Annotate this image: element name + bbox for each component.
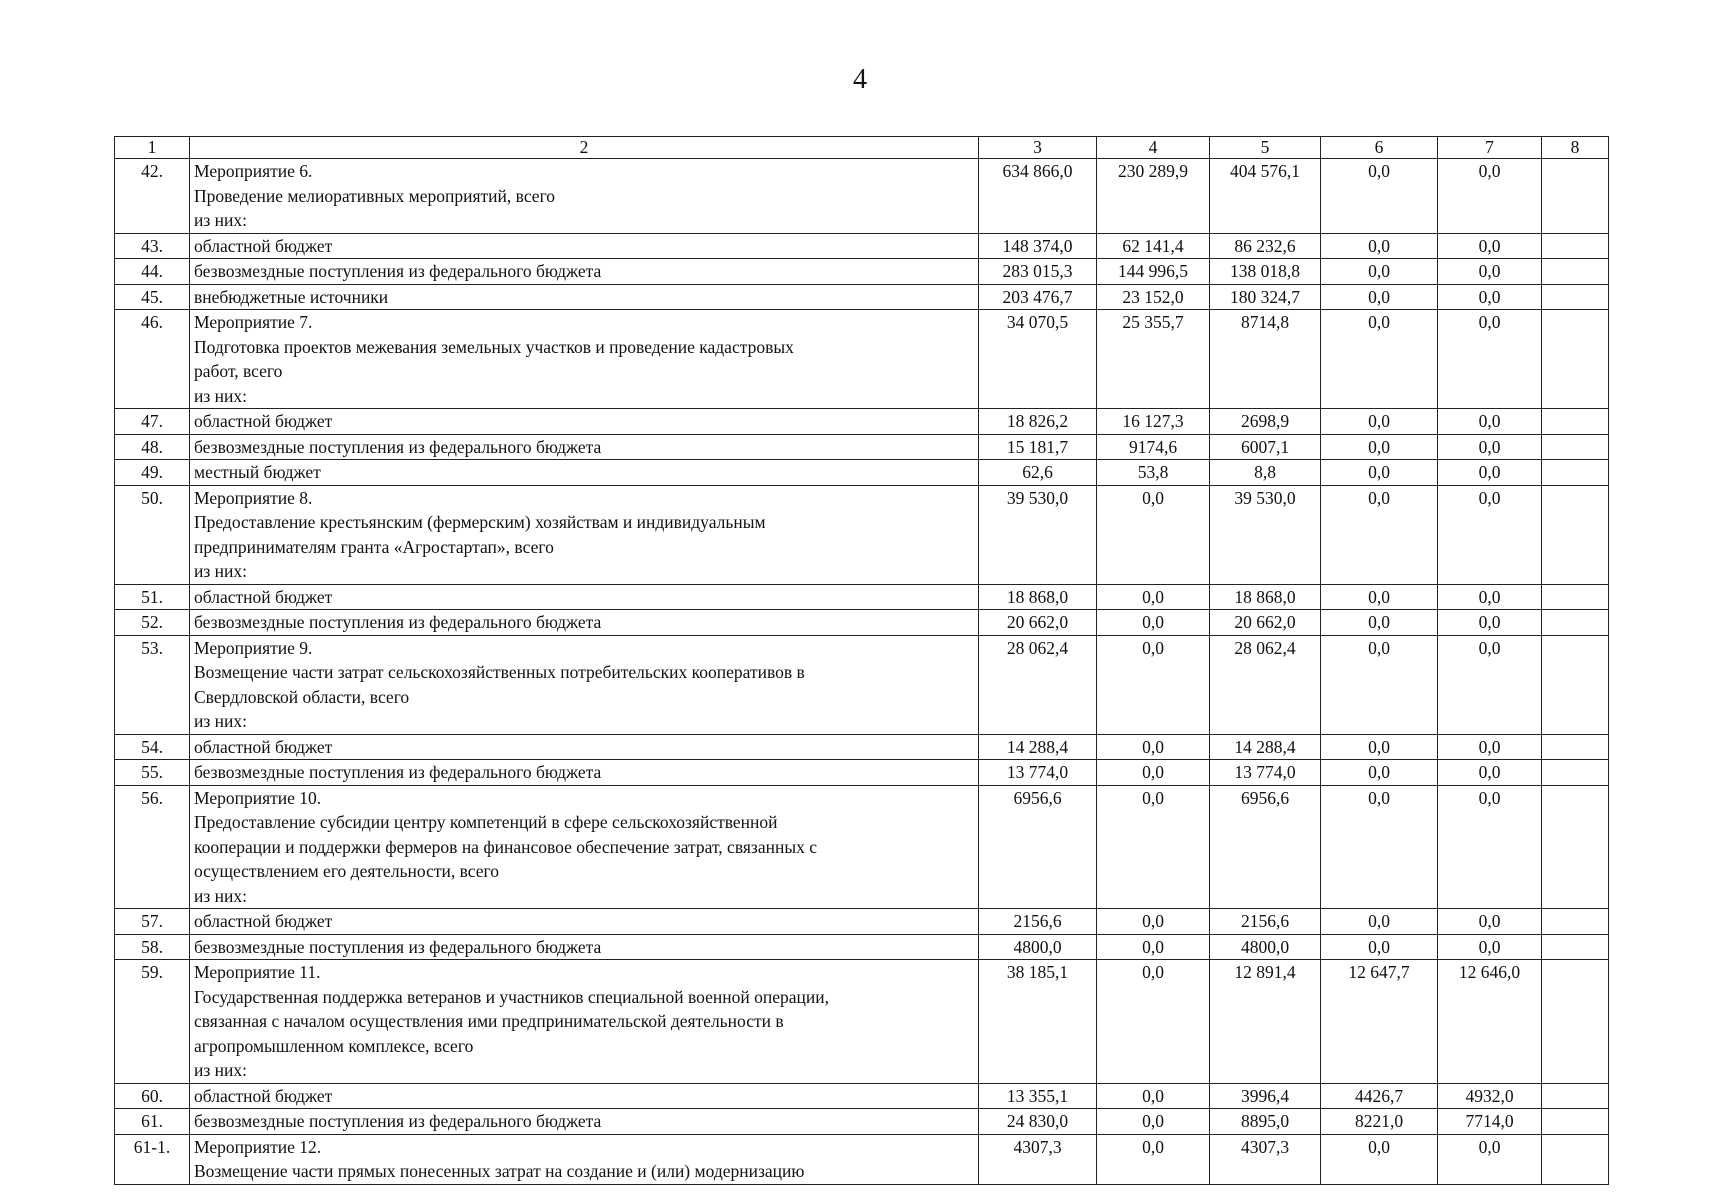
cell-col-5: 8895,0 <box>1210 1109 1321 1135</box>
cell-col-6: 0,0 <box>1321 584 1438 610</box>
cell-col-3: 20 662,0 <box>979 610 1097 636</box>
column-header: 1 <box>115 137 190 159</box>
row-description: областной бюджет <box>190 233 979 259</box>
cell-col-8 <box>1542 610 1609 636</box>
cell-col-6: 4426,7 <box>1321 1083 1438 1109</box>
cell-col-4: 0,0 <box>1097 960 1210 1084</box>
table-row <box>115 259 1609 285</box>
row-number: 42. <box>115 159 190 234</box>
cell-col-6: 0,0 <box>1321 159 1438 234</box>
cell-col-3: 34 070,5 <box>979 310 1097 409</box>
cell-col-3: 14 288,4 <box>979 734 1097 760</box>
table-row <box>115 1109 1609 1135</box>
cell-col-7: 0,0 <box>1438 584 1542 610</box>
cell-col-5: 4307,3 <box>1210 1134 1321 1184</box>
row-number: 52. <box>115 610 190 636</box>
cell-col-6: 0,0 <box>1321 909 1438 935</box>
column-header: 6 <box>1321 137 1438 159</box>
row-number: 50. <box>115 485 190 584</box>
cell-col-3: 18 868,0 <box>979 584 1097 610</box>
cell-col-4: 0,0 <box>1097 760 1210 786</box>
cell-col-4: 0,0 <box>1097 610 1210 636</box>
cell-col-8 <box>1542 434 1609 460</box>
cell-col-4: 16 127,3 <box>1097 409 1210 435</box>
table-row <box>115 960 1609 1084</box>
row-description: Мероприятие 7. Подготовка проектов межевания земельных участков и проведение кадастровых работ, всего из них: <box>190 310 979 409</box>
cell-col-5: 138 018,8 <box>1210 259 1321 285</box>
cell-col-3: 4307,3 <box>979 1134 1097 1184</box>
cell-col-6: 0,0 <box>1321 460 1438 486</box>
cell-col-7: 0,0 <box>1438 259 1542 285</box>
table-row <box>115 233 1609 259</box>
cell-col-3: 283 015,3 <box>979 259 1097 285</box>
column-header: 5 <box>1210 137 1321 159</box>
cell-col-3: 38 185,1 <box>979 960 1097 1084</box>
row-description: Мероприятие 11. Государственная поддержка ветеранов и участников специальной военной операции, связанная с началом осуществления ими предпринимательской деятельности в агропромышленном комплексе, всего из них: <box>190 960 979 1084</box>
row-description: местный бюджет <box>190 460 979 486</box>
cell-col-5: 14 288,4 <box>1210 734 1321 760</box>
table-row <box>115 434 1609 460</box>
table-row <box>115 934 1609 960</box>
cell-col-8 <box>1542 159 1609 234</box>
row-description: Мероприятие 12. Возмещение части прямых понесенных затрат на создание и (или) модернизацию <box>190 1134 979 1184</box>
cell-col-4: 0,0 <box>1097 785 1210 909</box>
cell-col-4: 0,0 <box>1097 635 1210 734</box>
cell-col-6: 0,0 <box>1321 760 1438 786</box>
cell-col-3: 39 530,0 <box>979 485 1097 584</box>
cell-col-5: 3996,4 <box>1210 1083 1321 1109</box>
table-header-row <box>115 137 1609 159</box>
cell-col-6: 0,0 <box>1321 934 1438 960</box>
row-description: областной бюджет <box>190 409 979 435</box>
row-description: безвозмездные поступления из федерального бюджета <box>190 259 979 285</box>
row-number: 48. <box>115 434 190 460</box>
table-row <box>115 159 1609 234</box>
cell-col-6: 0,0 <box>1321 233 1438 259</box>
column-header: 7 <box>1438 137 1542 159</box>
cell-col-5: 4800,0 <box>1210 934 1321 960</box>
cell-col-4: 0,0 <box>1097 934 1210 960</box>
cell-col-3: 13 355,1 <box>979 1083 1097 1109</box>
row-description: безвозмездные поступления из федерального бюджета <box>190 934 979 960</box>
cell-col-3: 148 374,0 <box>979 233 1097 259</box>
cell-col-5: 39 530,0 <box>1210 485 1321 584</box>
cell-col-7: 0,0 <box>1438 934 1542 960</box>
cell-col-8 <box>1542 460 1609 486</box>
cell-col-8 <box>1542 584 1609 610</box>
cell-col-7: 4932,0 <box>1438 1083 1542 1109</box>
cell-col-3: 15 181,7 <box>979 434 1097 460</box>
cell-col-3: 24 830,0 <box>979 1109 1097 1135</box>
cell-col-5: 8714,8 <box>1210 310 1321 409</box>
column-header: 2 <box>190 137 979 159</box>
cell-col-3: 28 062,4 <box>979 635 1097 734</box>
cell-col-6: 0,0 <box>1321 785 1438 909</box>
cell-col-8 <box>1542 785 1609 909</box>
table-row <box>115 734 1609 760</box>
row-description: безвозмездные поступления из федерального бюджета <box>190 1109 979 1135</box>
row-number: 53. <box>115 635 190 734</box>
table-row <box>115 635 1609 734</box>
cell-col-5: 20 662,0 <box>1210 610 1321 636</box>
cell-col-6: 8221,0 <box>1321 1109 1438 1135</box>
cell-col-5: 28 062,4 <box>1210 635 1321 734</box>
cell-col-6: 0,0 <box>1321 485 1438 584</box>
cell-col-4: 25 355,7 <box>1097 310 1210 409</box>
cell-col-5: 404 576,1 <box>1210 159 1321 234</box>
column-header: 8 <box>1542 137 1609 159</box>
row-description: Мероприятие 8. Предоставление крестьянским (фермерским) хозяйствам и индивидуальным предпринимателям гранта «Агростартап», всего из них: <box>190 485 979 584</box>
cell-col-3: 634 866,0 <box>979 159 1097 234</box>
cell-col-4: 62 141,4 <box>1097 233 1210 259</box>
table-row <box>115 610 1609 636</box>
row-number: 45. <box>115 284 190 310</box>
row-number: 56. <box>115 785 190 909</box>
cell-col-6: 0,0 <box>1321 409 1438 435</box>
cell-col-6: 0,0 <box>1321 734 1438 760</box>
cell-col-5: 18 868,0 <box>1210 584 1321 610</box>
cell-col-6: 0,0 <box>1321 1134 1438 1184</box>
table-row <box>115 485 1609 584</box>
cell-col-5: 6956,6 <box>1210 785 1321 909</box>
cell-col-4: 230 289,9 <box>1097 159 1210 234</box>
cell-col-8 <box>1542 734 1609 760</box>
row-description: безвозмездные поступления из федерального бюджета <box>190 610 979 636</box>
table-row <box>115 409 1609 435</box>
row-number: 57. <box>115 909 190 935</box>
cell-col-6: 12 647,7 <box>1321 960 1438 1084</box>
cell-col-8 <box>1542 409 1609 435</box>
table-row <box>115 584 1609 610</box>
row-number: 44. <box>115 259 190 285</box>
cell-col-6: 0,0 <box>1321 635 1438 734</box>
cell-col-7: 0,0 <box>1438 909 1542 935</box>
column-header: 3 <box>979 137 1097 159</box>
row-description: областной бюджет <box>190 909 979 935</box>
table-row <box>115 1083 1609 1109</box>
cell-col-8 <box>1542 960 1609 1084</box>
cell-col-3: 4800,0 <box>979 934 1097 960</box>
row-number: 54. <box>115 734 190 760</box>
column-header: 4 <box>1097 137 1210 159</box>
row-description: безвозмездные поступления из федерального бюджета <box>190 760 979 786</box>
cell-col-7: 0,0 <box>1438 284 1542 310</box>
cell-col-8 <box>1542 1109 1609 1135</box>
cell-col-7: 0,0 <box>1438 310 1542 409</box>
cell-col-6: 0,0 <box>1321 284 1438 310</box>
cell-col-7: 0,0 <box>1438 460 1542 486</box>
table-row <box>115 460 1609 486</box>
cell-col-7: 0,0 <box>1438 610 1542 636</box>
cell-col-6: 0,0 <box>1321 310 1438 409</box>
row-number: 55. <box>115 760 190 786</box>
cell-col-5: 13 774,0 <box>1210 760 1321 786</box>
table-row <box>115 1134 1609 1184</box>
cell-col-3: 18 826,2 <box>979 409 1097 435</box>
cell-col-7: 0,0 <box>1438 1134 1542 1184</box>
table-row <box>115 785 1609 909</box>
row-description: Мероприятие 6. Проведение мелиоративных мероприятий, всего из них: <box>190 159 979 234</box>
row-number: 61. <box>115 1109 190 1135</box>
cell-col-7: 0,0 <box>1438 485 1542 584</box>
cell-col-8 <box>1542 760 1609 786</box>
cell-col-6: 0,0 <box>1321 259 1438 285</box>
cell-col-5: 180 324,7 <box>1210 284 1321 310</box>
table-row <box>115 310 1609 409</box>
cell-col-3: 62,6 <box>979 460 1097 486</box>
cell-col-7: 0,0 <box>1438 409 1542 435</box>
cell-col-5: 2698,9 <box>1210 409 1321 435</box>
cell-col-7: 0,0 <box>1438 233 1542 259</box>
cell-col-5: 6007,1 <box>1210 434 1321 460</box>
cell-col-4: 0,0 <box>1097 584 1210 610</box>
table-row <box>115 760 1609 786</box>
cell-col-7: 0,0 <box>1438 434 1542 460</box>
row-number: 59. <box>115 960 190 1084</box>
cell-col-4: 0,0 <box>1097 909 1210 935</box>
cell-col-4: 53,8 <box>1097 460 1210 486</box>
cell-col-7: 0,0 <box>1438 760 1542 786</box>
cell-col-4: 0,0 <box>1097 1083 1210 1109</box>
row-number: 49. <box>115 460 190 486</box>
cell-col-5: 8,8 <box>1210 460 1321 486</box>
cell-col-7: 12 646,0 <box>1438 960 1542 1084</box>
cell-col-4: 0,0 <box>1097 734 1210 760</box>
row-description: Мероприятие 9. Возмещение части затрат сельскохозяйственных потребительских кооперативов в Свердловской области, всего из них: <box>190 635 979 734</box>
cell-col-8 <box>1542 1083 1609 1109</box>
cell-col-6: 0,0 <box>1321 610 1438 636</box>
cell-col-5: 2156,6 <box>1210 909 1321 935</box>
cell-col-5: 86 232,6 <box>1210 233 1321 259</box>
cell-col-4: 0,0 <box>1097 1109 1210 1135</box>
cell-col-6: 0,0 <box>1321 434 1438 460</box>
table-row <box>115 284 1609 310</box>
row-description: безвозмездные поступления из федерального бюджета <box>190 434 979 460</box>
cell-col-3: 2156,6 <box>979 909 1097 935</box>
cell-col-8 <box>1542 934 1609 960</box>
cell-col-8 <box>1542 485 1609 584</box>
cell-col-7: 0,0 <box>1438 635 1542 734</box>
row-description: областной бюджет <box>190 584 979 610</box>
cell-col-3: 6956,6 <box>979 785 1097 909</box>
cell-col-8 <box>1542 909 1609 935</box>
row-number: 58. <box>115 934 190 960</box>
cell-col-4: 23 152,0 <box>1097 284 1210 310</box>
table-row <box>115 909 1609 935</box>
row-description: внебюджетные источники <box>190 284 979 310</box>
cell-col-3: 203 476,7 <box>979 284 1097 310</box>
row-description: областной бюджет <box>190 734 979 760</box>
cell-col-4: 0,0 <box>1097 485 1210 584</box>
row-number: 61-1. <box>115 1134 190 1184</box>
cell-col-7: 0,0 <box>1438 785 1542 909</box>
page-number: 4 <box>853 64 867 95</box>
row-number: 43. <box>115 233 190 259</box>
cell-col-8 <box>1542 635 1609 734</box>
cell-col-8 <box>1542 233 1609 259</box>
cell-col-8 <box>1542 1134 1609 1184</box>
budget-table <box>114 136 1609 1185</box>
row-number: 51. <box>115 584 190 610</box>
cell-col-5: 12 891,4 <box>1210 960 1321 1084</box>
cell-col-8 <box>1542 259 1609 285</box>
cell-col-8 <box>1542 310 1609 409</box>
cell-col-4: 9174,6 <box>1097 434 1210 460</box>
cell-col-4: 0,0 <box>1097 1134 1210 1184</box>
cell-col-7: 0,0 <box>1438 734 1542 760</box>
row-description: областной бюджет <box>190 1083 979 1109</box>
cell-col-7: 7714,0 <box>1438 1109 1542 1135</box>
cell-col-4: 144 996,5 <box>1097 259 1210 285</box>
row-number: 60. <box>115 1083 190 1109</box>
cell-col-3: 13 774,0 <box>979 760 1097 786</box>
row-number: 47. <box>115 409 190 435</box>
table-body <box>115 159 1609 1185</box>
row-description: Мероприятие 10. Предоставление субсидии центру компетенций в сфере сельскохозяйственной кооперации и поддержки фермеров на финансовое обеспечение затрат, связанных с осуществлением его деятельности, всего из них: <box>190 785 979 909</box>
cell-col-7: 0,0 <box>1438 159 1542 234</box>
row-number: 46. <box>115 310 190 409</box>
cell-col-8 <box>1542 284 1609 310</box>
